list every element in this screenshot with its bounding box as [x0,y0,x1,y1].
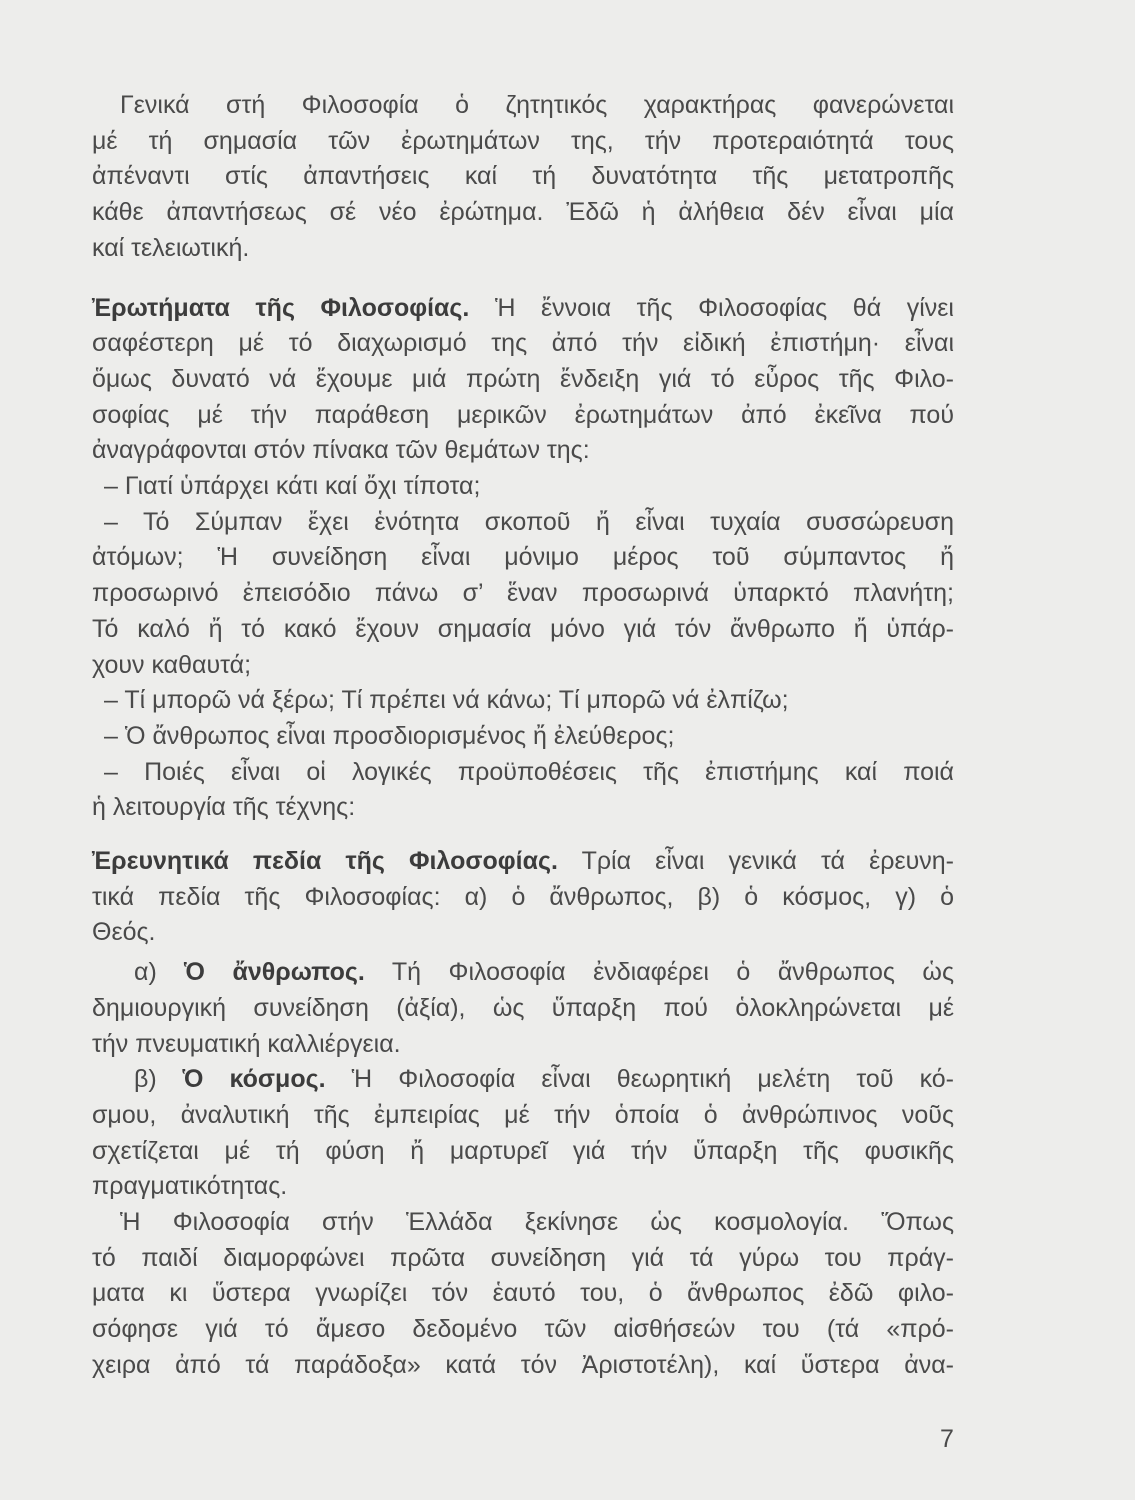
line-text: – Ποιές εἶναι οἱ λογικές προϋποθέσεις τῆς ἐπιστήμης καί ποιά [104,758,954,786]
line-text: ὅμως δυνατό νά ἔχουμε μιά πρώτη ἔνδειξη γιά τό εὖρος τῆς Φιλο- [92,365,954,393]
text-line [92,1243,954,1273]
line-text: χειρα ἀπό τά παράδοξα» κατά τόν Ἀριστοτέλη), καί ὕστερα ἀνα- [92,1351,954,1379]
line-text: σμου, ἀναλυτική τῆς ἐμπειρίας μέ τήν ὁποία ὁ ἀνθρώπινος νοῦς [92,1101,954,1129]
line-text: Ἡ Φιλοσοφία στήν Ἑλλάδα ξεκίνησε ὡς κοσμολογία. Ὅπως [120,1208,954,1236]
line-text: χουν καθαυτά; [92,651,252,679]
text-line [120,1207,954,1237]
line-text: Τή Φιλοσοφία ἐνδιαφέρει ὁ ἄνθρωπος ὡς [364,958,954,986]
text-line [104,507,954,537]
line-text: ἀτόμων; Ἡ συνείδηση εἶναι μόνιμο μέρος τοῦ σύμπαντος ἤ [92,543,954,571]
run-in-heading: Ἐρευνητικά πεδία τῆς Φιλοσοφίας. [92,847,558,875]
run-in-heading: Ὁ κόσμος. [182,1065,326,1093]
text-line [92,542,954,572]
text-line [92,328,954,358]
section-heading-line [134,957,954,987]
section-heading-line [134,1064,954,1094]
line-text: – Τό Σύμπαν ἔχει ἑνότητα σκοποῦ ἤ εἶναι τυχαία συσσώρευση [104,508,954,536]
line-text: – Γιατί ὑπάρχει κάτι καί ὄχι τίποτα; [104,472,481,500]
run-in-heading: Ἐρωτήματα τῆς Φιλοσοφίας. [92,294,470,322]
text-line [92,126,954,156]
text-line [92,400,954,430]
line-text: Τό καλό ἤ τό κακό ἔχουν σημασία μόνο γιά τόν ἄνθρωπο ἤ ὑπάρ- [92,615,954,643]
line-text: Γενικά στή Φιλοσοφία ὁ ζητητικός χαρακτήρας φανερώνεται [120,91,954,119]
line-text: Θεός. [92,918,156,946]
line-text: ἀναγράφονται στόν πίνακα τῶν θεμάτων της: [92,436,590,464]
text-line [92,1314,954,1344]
line-text: μέ τή σημασία τῶν ἐρωτημάτων της, τήν προτεραιότητά τους [92,127,954,155]
text-line [92,197,954,227]
text-line [92,1029,954,1059]
text-line [104,721,954,751]
text-line [92,882,954,912]
text-line [92,578,954,608]
line-text: ἡ λειτουργία τῆς τέχνης: [92,793,356,821]
text-line [92,614,954,644]
section-heading-line [92,846,954,876]
line-text: σοφίας μέ τήν παράθεση μερικῶν ἐρωτημάτων ἀπό ἐκεῖνα πού [92,401,954,429]
line-text: – Ὁ ἄνθρωπος εἶναι προσδιορισμένος ἤ ἐλεύθερος; [104,722,675,750]
line-text: δημιουργική συνείδηση (ἀξία), ὡς ὕπαρξη πού ὁλοκληρώνεται μέ [92,994,954,1022]
line-text: τό παιδί διαμορφώνει πρῶτα συνείδηση γιά τά γύρω του πράγ- [92,1244,954,1272]
line-text: σαφέστερη μέ τό διαχωρισμό της ἀπό τήν εἰδική ἐπιστήμη· εἶναι [92,329,954,357]
line-text: τικά πεδία τῆς Φιλοσοφίας: α) ὁ ἄνθρωπος, β) ὁ κόσμος, γ) ὁ [92,883,954,911]
text-line [92,1100,954,1130]
text-line [92,650,954,680]
line-text: τήν πνευματική καλλιέργεια. [92,1030,401,1058]
line-text: – Τί μπορῶ νά ξέρω; Τί πρέπει νά κάνω; Τί μπορῶ νά ἐλπίζω; [104,686,789,714]
text-line [120,90,954,120]
page-number: 7 [940,1425,954,1453]
list-marker: α) [134,958,185,986]
text-line [92,917,954,947]
line-text: Ἡ Φιλοσοφία εἶναι θεωρητική μελέτη τοῦ κό- [325,1065,955,1093]
list-marker: β) [134,1065,183,1093]
text-line [104,471,954,501]
line-text: ματα κι ὕστερα γνωρίζει τόν ἑαυτό του, ὁ ἄνθρωπος ἐδῶ φιλο- [92,1279,954,1307]
line-text: Τρία εἶναι γενικά τά ἐρευνη- [557,847,954,875]
text-line [92,233,954,263]
line-text: σόφησε γιά τό ἄμεσο δεδομένο τῶν αἰσθήσεών του (τά «πρό- [92,1315,954,1343]
text-line [92,364,954,394]
text-line [92,161,954,191]
text-line [92,1278,954,1308]
text-line [104,685,954,715]
text-line [104,757,954,787]
text-line [92,993,954,1023]
line-text: κάθε ἀπαντήσεως σέ νέο ἐρώτημα. Ἐδῶ ἡ ἀλήθεια δέν εἶναι μία [92,198,954,226]
text-line [92,1350,954,1380]
line-text: ἀπέναντι στίς ἀπαντήσεις καί τή δυνατότητα τῆς μετατροπῆς [92,162,954,190]
line-text: καί τελειωτική. [92,234,250,262]
text-line [92,435,954,465]
text-line [92,1171,954,1201]
line-text: πραγματικότητας. [92,1172,288,1200]
run-in-heading: Ὁ ἄνθρωπος. [184,958,365,986]
text-line [92,792,954,822]
line-text: Ἡ ἔννοια τῆς Φιλοσοφίας θά γίνει [469,294,954,322]
line-text: σχετίζεται μέ τή φύση ἤ μαρτυρεῖ γιά τήν ὕπαρξη τῆς φυσικῆς [92,1137,954,1165]
section-heading-line [92,293,954,323]
line-text: προσωρινό ἐπεισόδιο πάνω σ’ ἕναν προσωρινά ὑπαρκτό πλανήτη; [92,579,954,607]
text-line [92,1136,954,1166]
